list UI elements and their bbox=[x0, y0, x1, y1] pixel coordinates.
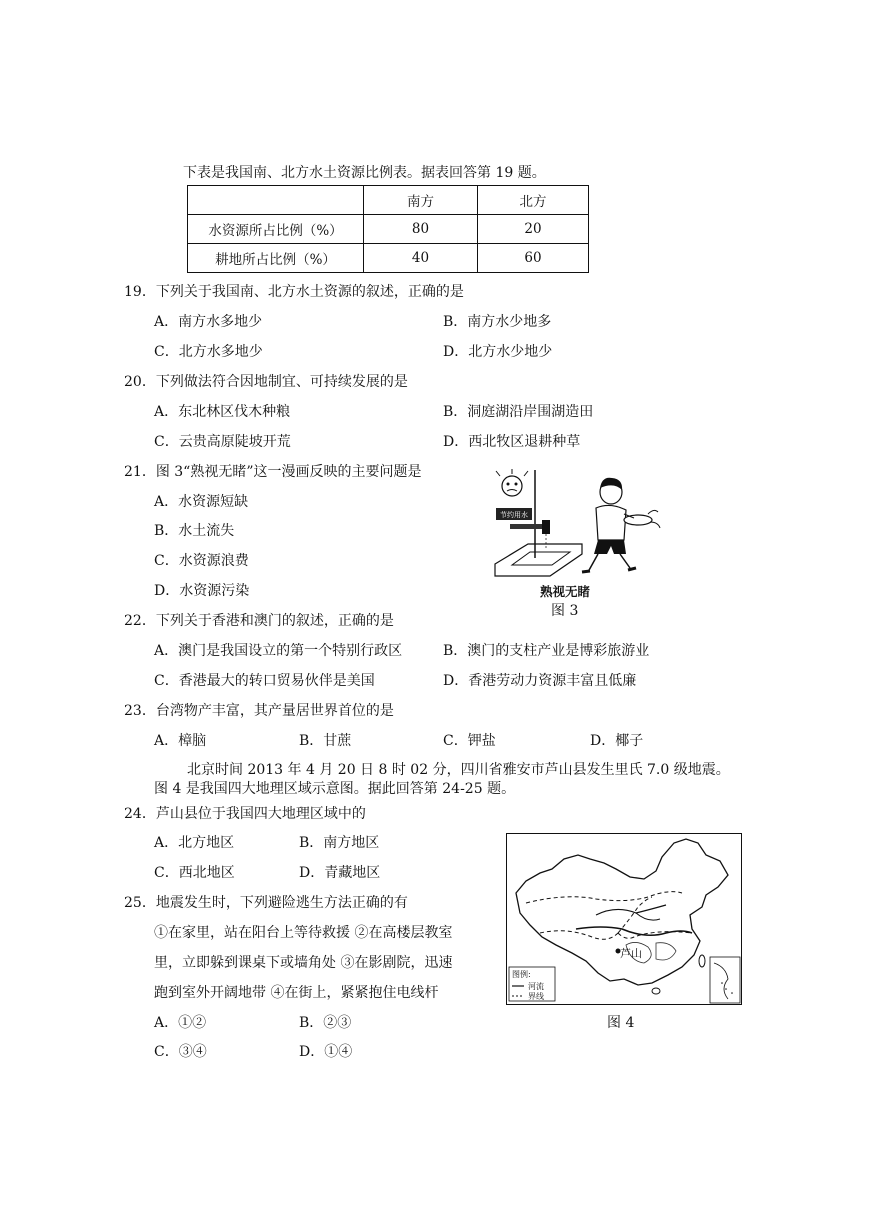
q24-stem: 24．芦山县位于我国四大地理区域中的 bbox=[124, 806, 366, 822]
q21-option-d[interactable]: D．水资源污染 bbox=[154, 583, 250, 599]
q20-stem: 20．下列做法符合因地制宜、可持续发展的是 bbox=[124, 374, 408, 390]
intro-q19: 下表是我国南、北方水土资源比例表。据表回答第 19 题。 bbox=[183, 165, 546, 181]
q25-line-2: 里，立即躲到课桌下或墙角处 ③在影剧院，迅速 bbox=[154, 955, 453, 971]
table-cell: 40 bbox=[364, 244, 478, 273]
legend-title: 图例: bbox=[512, 970, 531, 979]
q21-option-a[interactable]: A．水资源短缺 bbox=[154, 494, 249, 510]
q24-option-c[interactable]: C．西北地区 bbox=[154, 865, 235, 881]
q20-option-c[interactable]: C．云贵高原陡坡开荒 bbox=[154, 434, 291, 450]
q23-option-c[interactable]: C．钾盐 bbox=[443, 733, 496, 749]
q24-option-d[interactable]: D．青藏地区 bbox=[299, 865, 381, 881]
table-cell: 60 bbox=[478, 244, 589, 273]
q25-option-c[interactable]: C．③④ bbox=[154, 1044, 207, 1060]
water-land-table bbox=[187, 185, 589, 273]
q22-option-a[interactable]: A．澳门是我国设立的第一个特别行政区 bbox=[154, 643, 403, 659]
table-row bbox=[188, 244, 589, 273]
q20-option-a[interactable]: A．东北林区伐木种粮 bbox=[154, 404, 291, 420]
figure-3-caption: 图 3 bbox=[551, 603, 579, 619]
q20-option-d[interactable]: D．西北牧区退耕种草 bbox=[443, 434, 581, 450]
q22-stem: 22．下列关于香港和澳门的叙述，正确的是 bbox=[124, 613, 394, 629]
table-header-cell bbox=[188, 186, 364, 215]
table-row bbox=[188, 215, 589, 244]
q21-stem: 21．图 3“熟视无睹”这一漫画反映的主要问题是 bbox=[124, 464, 422, 480]
q25-line-1: ①在家里，站在阳台上等待救援 ②在高楼层教室 bbox=[154, 925, 453, 941]
q19-option-d[interactable]: D．北方水少地少 bbox=[443, 344, 553, 360]
q25-option-b[interactable]: B．②③ bbox=[299, 1015, 352, 1031]
legend-river: 河流 bbox=[528, 982, 544, 991]
lushan-label: 芦山 bbox=[620, 947, 642, 960]
q19-option-c[interactable]: C．北方水多地少 bbox=[154, 344, 263, 360]
q25-line-3: 跑到室外开阔地带 ④在街上，紧紧抱住电线杆 bbox=[154, 985, 439, 1001]
q22-option-c[interactable]: C．香港最大的转口贸易伙伴是美国 bbox=[154, 673, 375, 689]
figure-4-caption: 图 4 bbox=[607, 1015, 635, 1031]
q23-option-b[interactable]: B．甘蔗 bbox=[299, 733, 352, 749]
table-cell: 耕地所占比例（%） bbox=[188, 244, 364, 273]
intro-q24-line2: 图 4 是我国四大地理区域示意图。据此回答第 24-25 题。 bbox=[154, 781, 516, 797]
q23-stem: 23．台湾物产丰富，其产量居世界首位的是 bbox=[124, 703, 394, 719]
table-header-cell: 南方 bbox=[364, 186, 478, 215]
table-cell: 80 bbox=[364, 215, 478, 244]
q19-option-b[interactable]: B．南方水少地多 bbox=[443, 314, 552, 330]
q22-option-d[interactable]: D．香港劳动力资源丰富且低廉 bbox=[443, 673, 637, 689]
q19-stem: 19．下列关于我国南、北方水土资源的叙述，正确的是 bbox=[124, 284, 464, 300]
intro-q24-line1: 北京时间 2013 年 4 月 20 日 8 时 02 分，四川省雅安市芦山县发生里氏 7.0 级地震。 bbox=[187, 762, 730, 778]
legend-boundary: 界线 bbox=[528, 992, 544, 1001]
q25-stem: 25．地震发生时，下列避险逃生方法正确的有 bbox=[124, 895, 408, 911]
q25-option-a[interactable]: A．①② bbox=[154, 1015, 207, 1031]
table-cell: 水资源所占比例（%） bbox=[188, 215, 364, 244]
q23-option-d[interactable]: D．椰子 bbox=[590, 733, 644, 749]
q24-option-b[interactable]: B．南方地区 bbox=[299, 835, 380, 851]
q21-option-c[interactable]: C．水资源浪费 bbox=[154, 553, 249, 569]
china-region-map bbox=[506, 833, 742, 1005]
q21-option-b[interactable]: B．水土流失 bbox=[154, 523, 235, 539]
cartoon-figure-3 bbox=[490, 468, 665, 586]
q23-option-a[interactable]: A．樟脑 bbox=[154, 733, 207, 749]
table-cell: 20 bbox=[478, 215, 589, 244]
q24-option-a[interactable]: A．北方地区 bbox=[154, 835, 235, 851]
q22-option-b[interactable]: B．澳门的支柱产业是博彩旅游业 bbox=[443, 643, 650, 659]
q19-option-a[interactable]: A．南方水多地少 bbox=[154, 314, 263, 330]
table-header-cell: 北方 bbox=[478, 186, 589, 215]
figure-3-title: 熟视无睹 bbox=[540, 584, 591, 599]
q25-option-d[interactable]: D．①④ bbox=[299, 1044, 353, 1060]
water-saving-sign: 节约用水 bbox=[500, 511, 528, 519]
table-header-row bbox=[188, 186, 589, 215]
q20-option-b[interactable]: B．洞庭湖沿岸围湖造田 bbox=[443, 404, 594, 420]
